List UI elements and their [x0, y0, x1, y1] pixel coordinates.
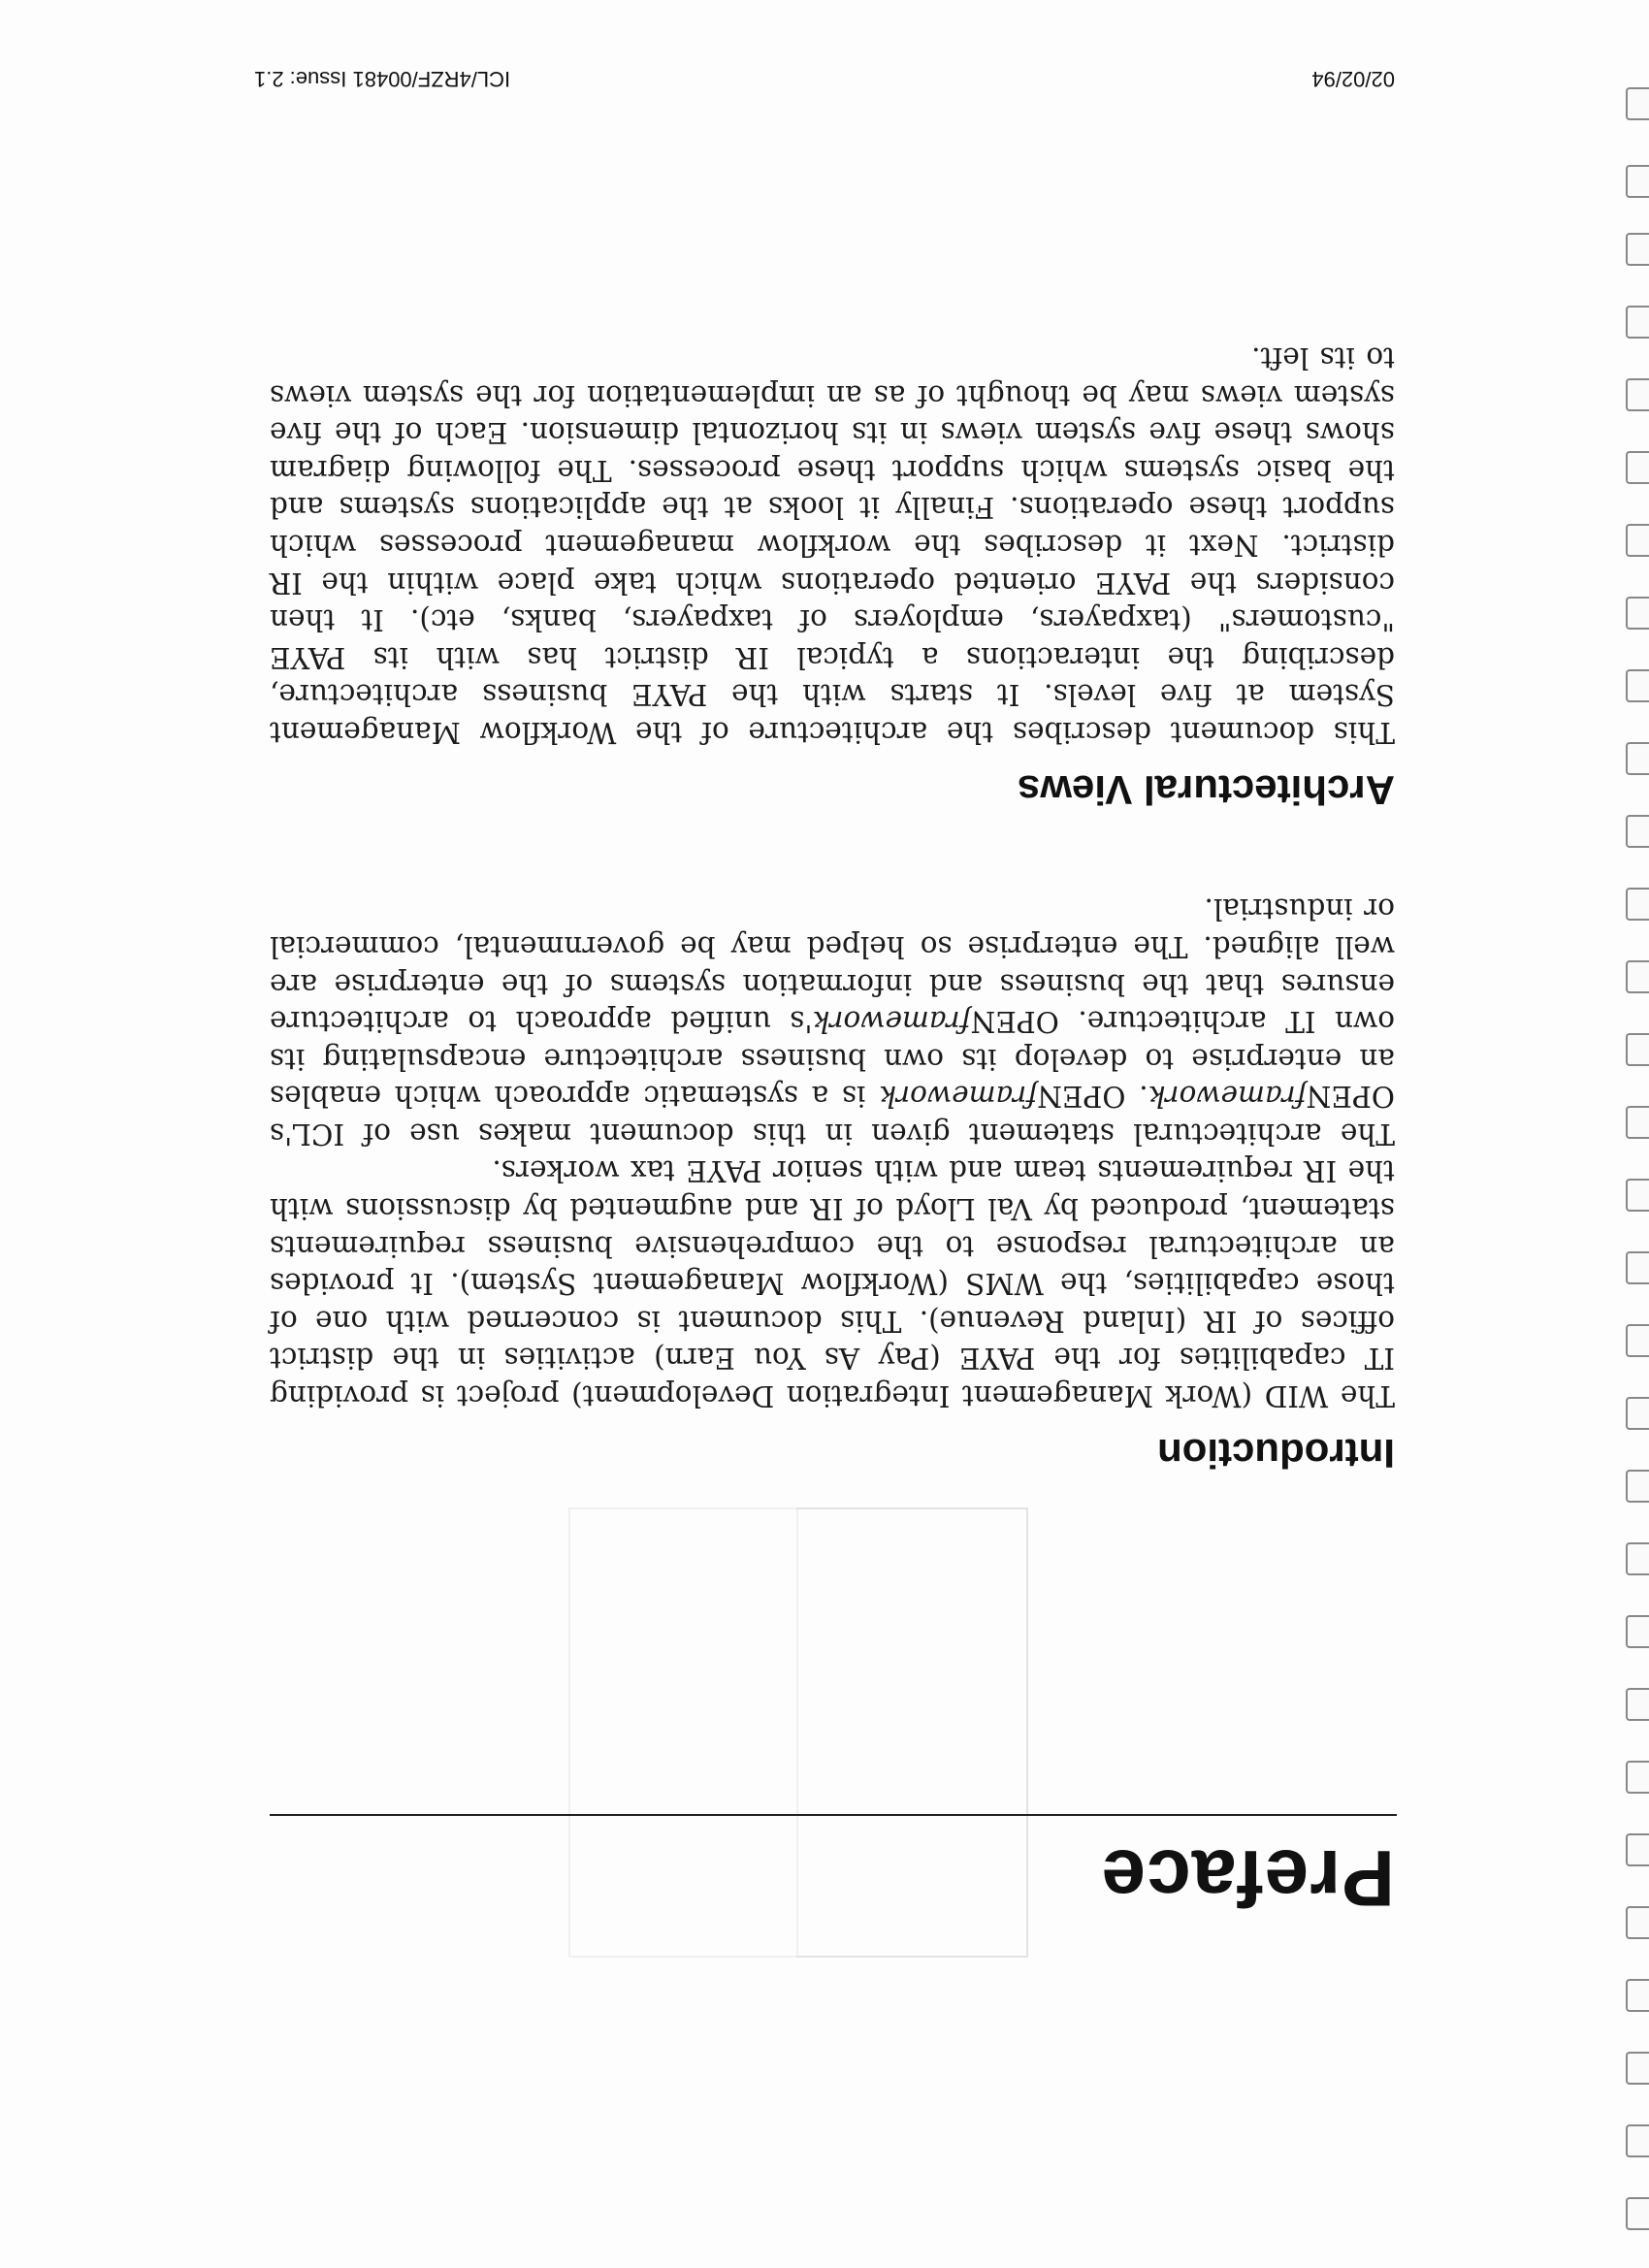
- binder-hole-mark: [1626, 233, 1649, 266]
- framework-italic: framework: [879, 1080, 1038, 1114]
- section-heading-introduction: Introduction: [1157, 1431, 1395, 1476]
- binder-hole-mark: [1626, 1542, 1649, 1575]
- footer-date: 02/02/94: [1311, 67, 1395, 91]
- binder-hole-mark: [1626, 742, 1649, 775]
- architecture-paragraph: This document describes the architecture of the Workflow Management System at five levels. It starts with the PAYE business architecture, describing the interactions a typical IR district has with its PAYE "customers" (taxpayers, employers of taxpayers, banks, etc). It then considers the PAYE oriented operations which take place within the IR district. Next it describes the workflow management processes which support these operations. Finally it looks at the applications systems and the basic systems which support these processes. The following diagram shows these five system views in its horizontal dimension. Each of the five system views may be thought of as an implementation for the system views to its left.: [270, 341, 1395, 749]
- binder-hole-mark: [1626, 669, 1649, 702]
- binder-hole-mark: [1626, 1761, 1649, 1794]
- bleed-through-box: [796, 1507, 1028, 1958]
- binder-hole-mark: [1626, 1251, 1649, 1284]
- binder-hole-mark: [1626, 2197, 1649, 2230]
- text-run: . OPEN: [1037, 1080, 1148, 1114]
- text-run: is a systematic approach which enables an enterprise to develop its own business architecture encapsulating its own IT architecture. OPEN: [270, 1005, 1395, 1114]
- binder-hole-mark: [1626, 888, 1649, 921]
- binder-hole-mark: [1626, 597, 1649, 630]
- binder-hole-mark: [1626, 1179, 1649, 1212]
- binder-hole-mark: [1626, 1833, 1649, 1866]
- binder-hole-mark: [1626, 378, 1649, 411]
- page-title: Preface: [1100, 1833, 1395, 1922]
- text-run: The architectural statement given in this document makes use of ICL's OPEN: [270, 1080, 1395, 1150]
- footer-reference: ICL/4RZF/00481 Issue: 2.1: [254, 67, 511, 91]
- binder-hole-mark: [1626, 306, 1649, 339]
- intro-paragraph-1: The WID (Work Management Integration Development) project is providing IT capabilities for the PAYE (Pay As You Earn) activities in the district offices of IR (Inland Revenue). This document is concerned with one of those capabilities, the WMS (Workflow Management System). It provides an architectural response to the comprehensive business requirements statement, produced by Val Lloyd of IR and augmented by discussions with the IR requirements team and with senior PAYE tax workers.: [270, 1154, 1395, 1412]
- binder-hole-mark: [1626, 2124, 1649, 2157]
- binder-hole-mark: [1626, 815, 1649, 848]
- binder-hole-mark: [1626, 960, 1649, 993]
- binder-hole-mark: [1626, 1397, 1649, 1430]
- binder-hole-mark: [1626, 451, 1649, 484]
- text-run: 's unified approach to architecture ensures that the business and information systems of the enterprise are well aligned. The enterprise so helped may be governmental, commercial or industrial.: [270, 892, 1395, 1039]
- binder-hole-mark: [1626, 1033, 1649, 1066]
- binder-hole-mark: [1626, 1470, 1649, 1503]
- intro-paragraph-2: [270, 891, 1395, 1152]
- binder-hole-mark: [1626, 165, 1649, 198]
- binder-hole-mark: [1626, 1979, 1649, 2012]
- binder-hole-mark: [1626, 1688, 1649, 1721]
- binder-hole-mark: [1626, 1906, 1649, 1939]
- framework-italic: framework: [812, 1005, 971, 1039]
- binder-hole-mark: [1626, 1324, 1649, 1357]
- title-rule: [270, 1814, 1397, 1816]
- binder-hole-mark: [1626, 1106, 1649, 1139]
- binder-hole-mark: [1626, 524, 1649, 557]
- binder-hole-mark: [1626, 1615, 1649, 1648]
- framework-italic: framework: [1148, 1080, 1307, 1114]
- binder-hole-mark: [1626, 87, 1649, 120]
- section-heading-architectural-views: Architectural Views: [1017, 767, 1395, 813]
- binder-hole-mark: [1626, 2052, 1649, 2085]
